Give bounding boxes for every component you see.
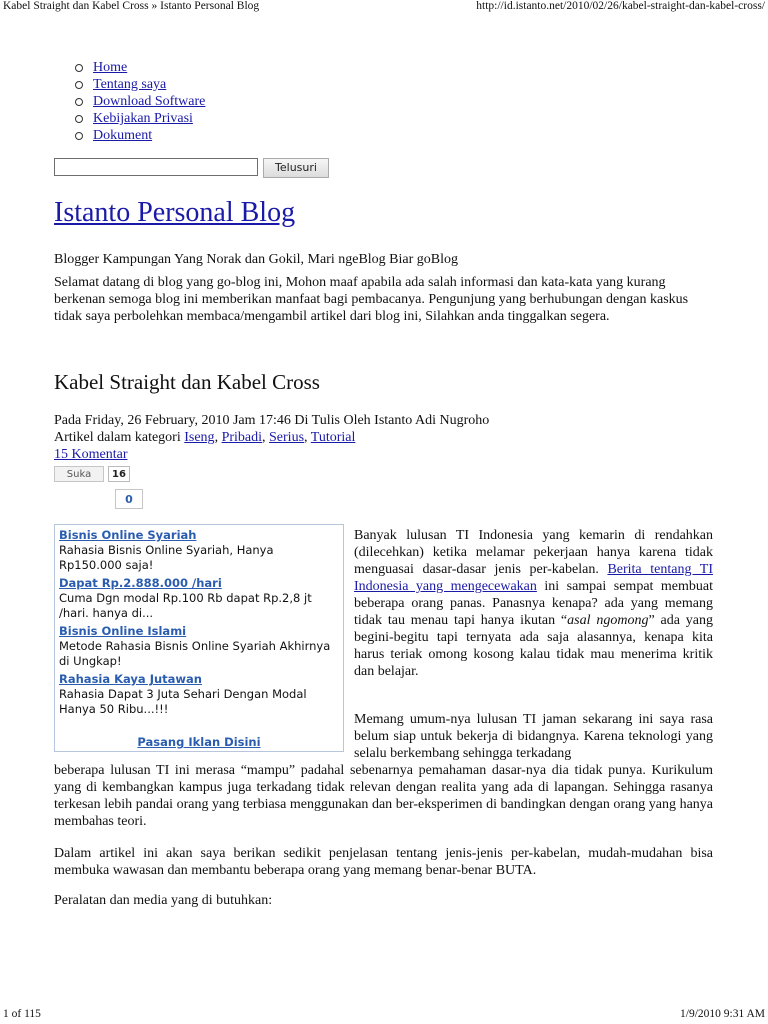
nav-link-home[interactable]: Home: [93, 60, 128, 75]
post-title: Kabel Straight dan Kabel Cross: [54, 370, 320, 394]
ad-description: Rahasia Dapat 3 Juta Sehari Dengan Modal Hanya 50 Ribu...!!!: [59, 687, 307, 716]
blog-tagline: Blogger Kampungan Yang Norak dan Gokil, Mari ngeBlog Biar goBlog: [54, 252, 459, 267]
nav-item-home: [75, 59, 205, 76]
print-header-url: http://id.istanto.net/2010/02/26/kabel-straight-dan-kabel-cross/: [476, 0, 765, 12]
ad-title-link[interactable]: Bisnis Online Islami: [59, 624, 187, 638]
ad-item: [59, 672, 339, 717]
post-categories: Artikel dalam kategori Iseng, Pribadi, Serius, Tutorial: [54, 430, 356, 445]
blog-intro: Selamat datang di blog yang go-blog ini, Mohon maaf apabila ada salah informasi dan kata-kata yang kurang berkenan semoga blog ini memberikan manfaat bagi pembacanya. Pengunjung yang berhubungan dengan kaskus tidak saya perbolehkan membaca/mengambil artikel dari blog ini, Silahkan anda tinggalkan segera.: [54, 275, 689, 324]
nav-item-tentang-saya: [75, 76, 205, 93]
comments-link[interactable]: 15 Komentar: [54, 447, 128, 462]
category-link-serius[interactable]: Serius: [269, 430, 305, 445]
share-count[interactable]: 0: [115, 489, 143, 509]
paragraph-text: Banyak lulusan TI Indonesia yang kemarin di rendahkan (dilecehkan) ketika melamar pekerjaan hanya karena tidak menguasai dasar-dasar jenis per-kabelan.: [354, 528, 713, 577]
bullet-icon: [75, 64, 83, 72]
nav-item-kebijakan-privasi: [75, 110, 205, 127]
nav-link-dokument[interactable]: Dokument: [93, 128, 153, 143]
article-paragraph-3: Dalam artikel ini akan saya berikan sedikit penjelasan tentang jenis-jenis per-kabelan, mudah-mudahan bisa membuka wawasan dan membantu beberapa orang yang memang benar-benar BUTA.: [54, 846, 713, 878]
print-footer-page: 1 of 115: [3, 1008, 41, 1020]
like-count: 16: [108, 466, 130, 482]
paragraph-text: ” ada yang begini-begitu tapi ternyata ada saja alasannya, kenapa kita harus teriak omong kosong kalau tidak mau menerima kritik dan belajar.: [354, 613, 714, 679]
nav-link-kebijakan-privasi[interactable]: Kebijakan Privasi: [93, 111, 193, 126]
article-news-link[interactable]: Berita tentang TI Indonesia yang mengecewakan: [354, 562, 713, 594]
like-button[interactable]: Suka: [54, 466, 104, 482]
print-header-title: Kabel Straight dan Kabel Cross » Istanto Personal Blog: [3, 0, 260, 12]
paragraph-text: ini sampai sempat membuat beberapa orang panas. Panasnya kenapa? ada yang memang tidak tau menau tapi hanya ikutan “: [354, 579, 713, 628]
category-link-tutorial[interactable]: Tutorial: [310, 430, 356, 445]
emphasis-text: asal ngomong: [567, 613, 649, 628]
blog-title[interactable]: Istanto Personal Blog: [54, 197, 296, 228]
article-paragraph-2-top: Memang umum-nya lulusan TI jaman sekarang ini saya rasa belum siap untuk bekerja di bidangnya. Karena teknologi yang selalu berkembang sehingga terkadang: [354, 712, 713, 761]
nav-link-tentang-saya[interactable]: Tentang saya: [93, 77, 167, 92]
nav-item-dokument: [75, 127, 205, 144]
ad-item: [59, 528, 339, 573]
article-paragraph-1: [354, 527, 713, 680]
bullet-icon: [75, 98, 83, 106]
article-paragraph-2-bottom: beberapa lulusan TI ini merasa “mampu” padahal sebenarnya pemahaman dasar-nya dia tidak punya. Kurikulum yang di kembangkan kampus juga terkadang tidak relevan dengan realita yang ada di lapangan. Sehingga rasanya terkesan lebih pandai orang yang terbiasa menggunakan dan ber-eksperimen di bandingkan dengan orang yang hanya membahas teori.: [54, 763, 713, 829]
search-input[interactable]: [54, 158, 258, 176]
bullet-icon: [75, 81, 83, 89]
ad-item: [59, 576, 339, 621]
ads-footer-link[interactable]: Pasang Iklan Disini: [137, 735, 261, 749]
search-button[interactable]: Telusuri: [263, 158, 329, 178]
ad-description: Metode Rahasia Bisnis Online Syariah Akhirnya di Ungkap!: [59, 639, 331, 668]
ad-item: [59, 624, 339, 669]
ad-title-link[interactable]: Bisnis Online Syariah: [59, 528, 197, 542]
post-comments: [54, 447, 127, 463]
ads-box: [54, 524, 344, 752]
ad-title-link[interactable]: Dapat Rp.2.888.000 /hari: [59, 576, 222, 590]
category-prefix: Artikel dalam kategori: [54, 430, 185, 445]
ad-description: Rahasia Bisnis Online Syariah, Hanya Rp150.000 saja!: [59, 543, 274, 572]
main-nav: [75, 59, 205, 144]
post-byline: Pada Friday, 26 February, 2010 Jam 17:46 Di Tulis Oleh Istanto Adi Nugroho: [54, 413, 490, 428]
ad-description: Cuma Dgn modal Rp.100 Rb dapat Rp.2,8 jt /hari. hanya di...: [59, 591, 312, 620]
bullet-icon: [75, 132, 83, 140]
nav-item-download-software: [75, 93, 205, 110]
print-footer-date: 1/9/2010 9:31 AM: [680, 1008, 765, 1020]
category-link-pribadi[interactable]: Pribadi: [221, 430, 263, 445]
ad-title-link[interactable]: Rahasia Kaya Jutawan: [59, 672, 202, 686]
nav-link-download-software[interactable]: Download Software: [93, 94, 206, 109]
bullet-icon: [75, 115, 83, 123]
article-paragraph-4: Peralatan dan media yang di butuhkan:: [54, 893, 273, 908]
category-link-iseng[interactable]: Iseng: [184, 430, 215, 445]
